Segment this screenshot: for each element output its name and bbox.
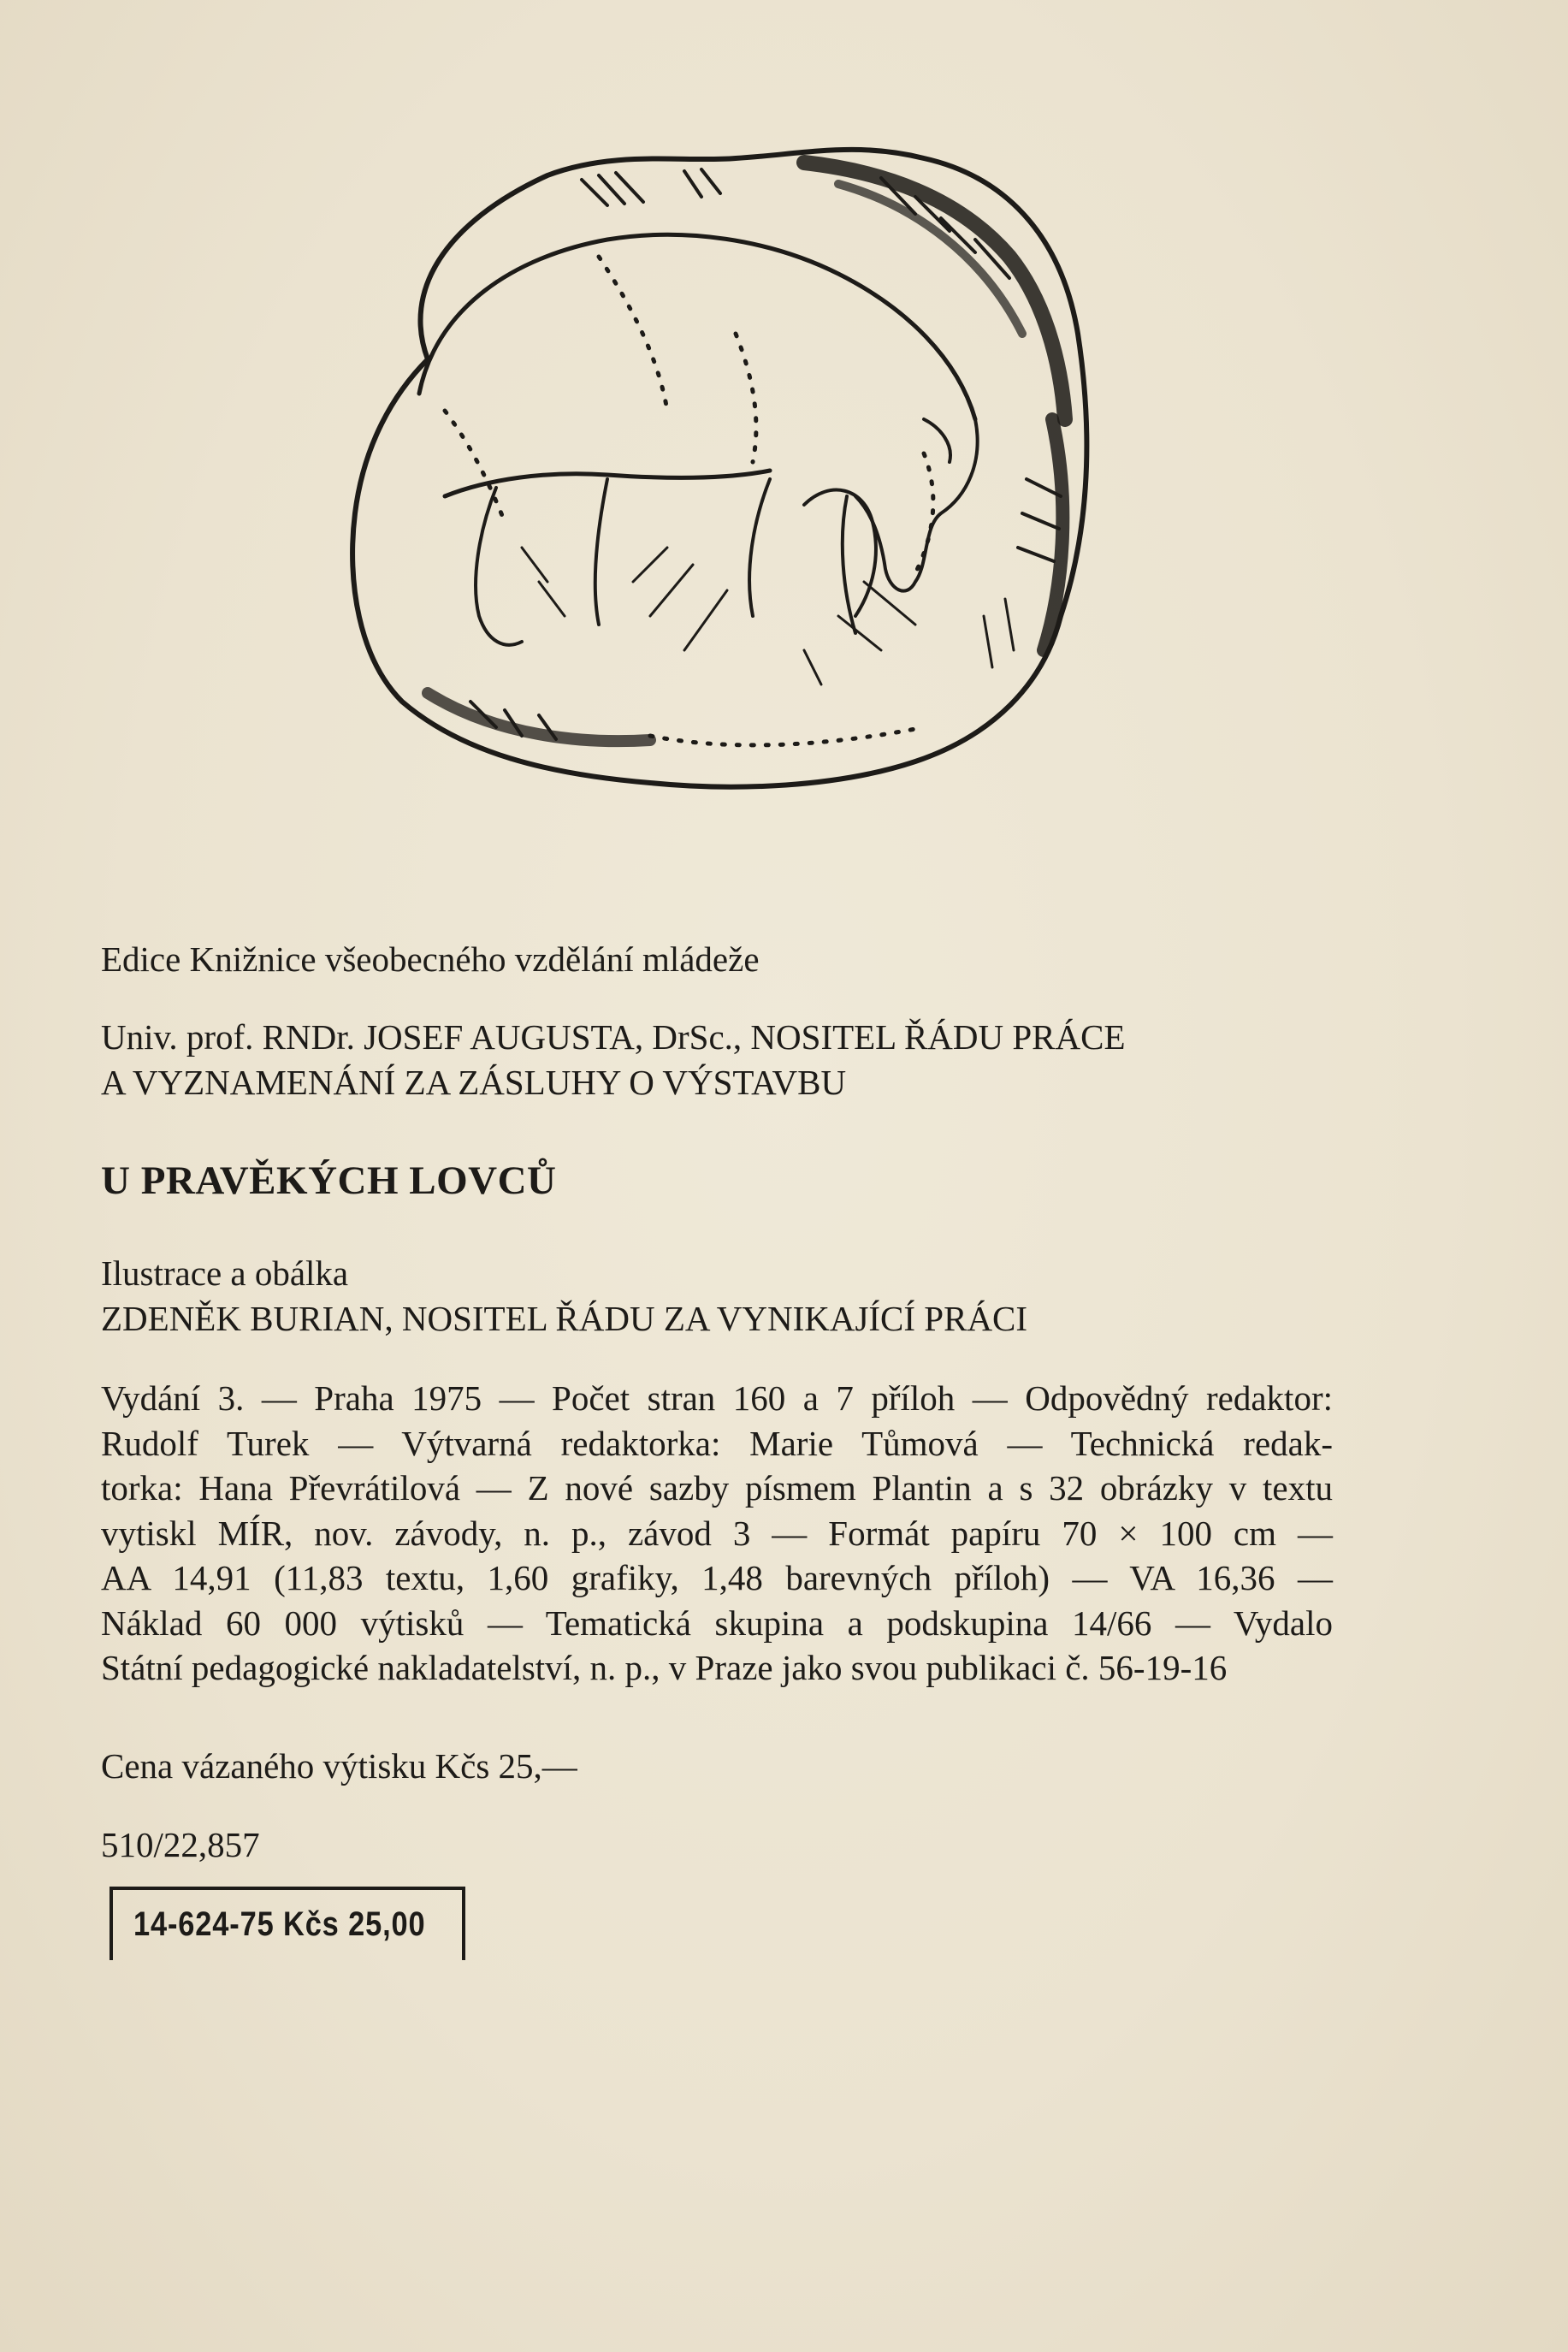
colophon-line: AA 14,91 (11,83 textu, 1,60 grafiky, 1,48 barevných příloh) — VA 16,36 — <box>101 1558 1333 1597</box>
price-stamp-box <box>109 1887 465 1960</box>
colophon-block <box>101 1376 1333 1691</box>
author-line-2: A VYZNAMENÁNÍ ZA ZÁSLUHY O VÝSTAVBU <box>101 1063 847 1102</box>
colophon-line: Státní pedagogické nakladatelství, n. p., v Praze jako svou publikaci č. 56-19-16 <box>101 1648 1228 1687</box>
colophon-line: Náklad 60 000 výtisků — Tematická skupina a podskupina 14/66 — Vydalo <box>101 1603 1333 1643</box>
catalog-code: 510/22,857 <box>101 1825 260 1864</box>
price-stamp-text: 14-624-75 Kčs 25,00 <box>133 1905 426 1943</box>
colophon-line: vytiskl MÍR, nov. závody, n. p., závod 3 — Formát papíru 70 × 100 cm — <box>101 1513 1333 1553</box>
colophon-line: torka: Hana Převrátilová — Z nové sazby písmem Plantin a s 32 obrázky v textu <box>101 1468 1333 1508</box>
book-title: U PRAVĚKÝCH LOVCŮ <box>101 1158 557 1203</box>
illustrator-name: ZDENĚK BURIAN, NOSITEL ŘÁDU ZA VYNIKAJÍCÍ PRÁCI <box>101 1299 1028 1338</box>
edition-series-line: Edice Knižnice všeobecného vzdělání mládeže <box>101 939 760 979</box>
author-block <box>101 1015 1126 1105</box>
stamp-left-rule <box>109 1890 113 1960</box>
stamp-top-rule <box>109 1887 465 1890</box>
colophon-line: Vydání 3. — Praha 1975 — Počet stran 160 a 7 příloh — Odpovědný redaktor: <box>101 1378 1333 1418</box>
illustrator-label: Ilustrace a obálka <box>101 1253 349 1293</box>
author-line-1: Univ. prof. RNDr. JOSEF AUGUSTA, DrSc., NOSITEL ŘÁDU PRÁCE <box>101 1017 1126 1057</box>
price-line: Cena vázaného výtisku Kčs 25,— <box>101 1746 577 1786</box>
colophon-line: Rudolf Turek — Výtvarná redaktorka: Marie Tůmová — Technická redak- <box>101 1423 1333 1463</box>
mammoth-engraving-illustration <box>325 137 1095 804</box>
stamp-right-rule <box>462 1890 465 1960</box>
